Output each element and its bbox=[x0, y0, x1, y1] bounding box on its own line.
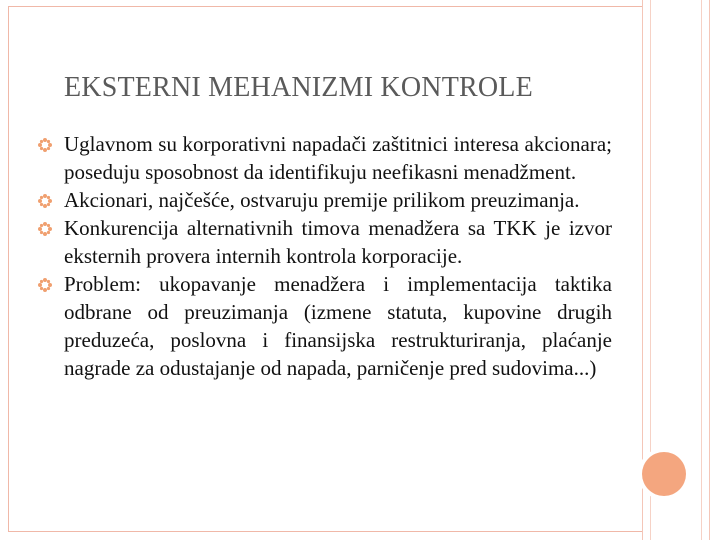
bullet-text: Problem: ukopavanje menadžera i implementacija taktika odbrane od preuzimanja (izmene statuta, kupovine drugih preduzeća, poslovna i finansijska restrukturiranja, plaćanje nagrade za odustajanje od napada, parničenje pred sudovima...) bbox=[64, 272, 612, 380]
decorative-circle bbox=[642, 452, 686, 496]
bullet-item bbox=[38, 270, 612, 382]
sun-flower-icon bbox=[38, 222, 52, 236]
bullet-text: Akcionari, najčešće, ostvaruju premije prilikom preuzimanja. bbox=[64, 188, 580, 212]
sun-flower-icon bbox=[38, 194, 52, 208]
bullet-item bbox=[38, 214, 612, 270]
bullet-list bbox=[38, 130, 612, 382]
sun-flower-icon bbox=[38, 278, 52, 292]
slide-title: EKSTERNI MEHANIZMI KONTROLE bbox=[64, 72, 533, 103]
sun-flower-icon bbox=[38, 138, 52, 152]
bullet-text: Uglavnom su korporativni napadači zaštitnici interesa akcionara; poseduju sposobnost da identifikuju neefikasni menadžment. bbox=[64, 132, 612, 184]
bullet-item bbox=[38, 130, 612, 186]
bullet-item bbox=[38, 186, 612, 214]
bullet-text: Konkurencija alternativnih timova menadžera sa TKK je izvor eksternih provera internih kontrola korporacije. bbox=[64, 216, 612, 268]
